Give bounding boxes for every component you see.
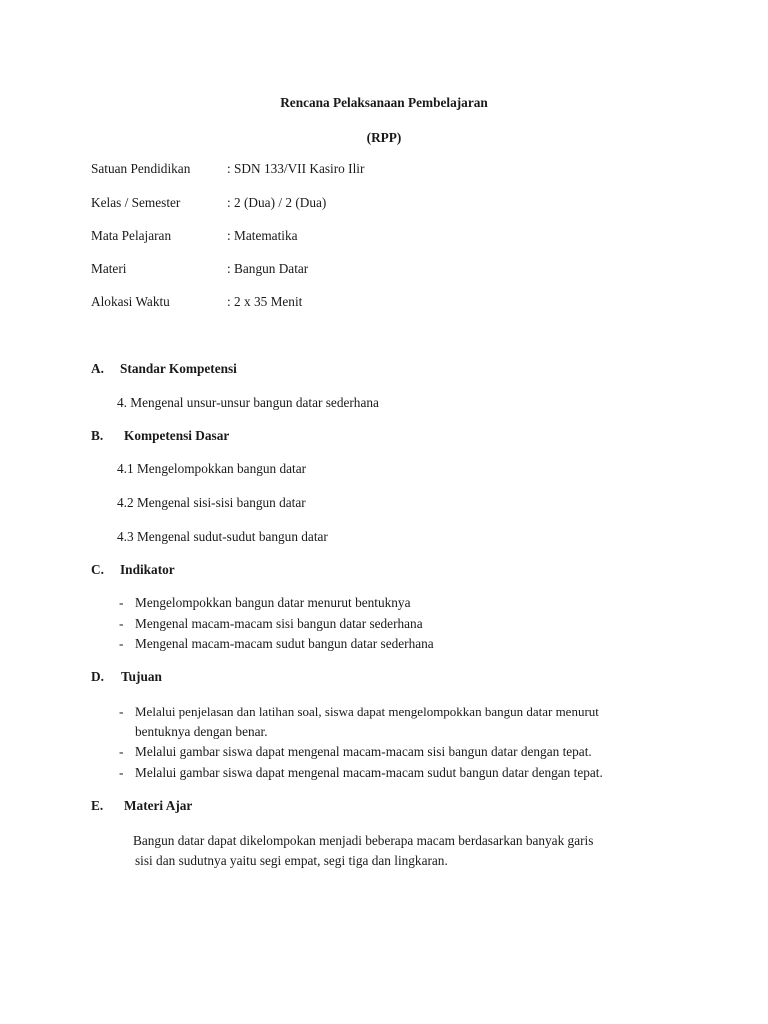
section-letter: B. [91, 428, 104, 443]
paragraph-line: Bangun datar dapat dikelompokan menjadi beberapa macam berdasarkan banyak garis [133, 833, 594, 848]
section-heading: Indikator [120, 562, 175, 577]
bullet-dash: - [119, 765, 124, 780]
identity-value: : 2 (Dua) / 2 (Dua) [227, 195, 327, 210]
list-item: Mengenal macam-macam sisi bangun datar sederhana [135, 616, 423, 631]
bullet-dash: - [119, 616, 124, 631]
list-item: Mengelompokkan bangun datar menurut bentuknya [135, 595, 411, 610]
list-item: Mengenal macam-macam sudut bangun datar sederhana [135, 636, 434, 651]
list-item-continuation: bentuknya dengan benar. [135, 724, 268, 739]
section-letter: C. [91, 562, 104, 577]
bullet-dash: - [119, 636, 124, 651]
identity-label: Kelas / Semester [91, 195, 181, 210]
identity-label: Mata Pelajaran [91, 228, 172, 243]
list-item: 4. Mengenal unsur-unsur bangun datar sederhana [117, 395, 379, 410]
list-item: 4.2 Mengenal sisi-sisi bangun datar [117, 495, 306, 510]
bullet-dash: - [119, 704, 124, 719]
section-letter: E. [91, 798, 104, 813]
section-letter: D. [91, 669, 104, 684]
identity-label: Alokasi Waktu [91, 294, 170, 309]
list-item: Melalui gambar siswa dapat mengenal macam-macam sisi bangun datar dengan tepat. [135, 744, 592, 759]
identity-value: : Bangun Datar [227, 261, 309, 276]
bullet-dash: - [119, 595, 124, 610]
identity-value: : Matematika [227, 228, 298, 243]
document-title: Rencana Pelaksanaan Pembelajaran [280, 95, 488, 110]
identity-label: Satuan Pendidikan [91, 161, 191, 176]
bullet-dash: - [119, 744, 124, 759]
section-heading: Tujuan [121, 669, 162, 684]
document-subtitle: (RPP) [366, 130, 402, 145]
list-item: 4.3 Mengenal sudut-sudut bangun datar [117, 529, 328, 544]
list-item: 4.1 Mengelompokkan bangun datar [117, 461, 307, 476]
paragraph-line: sisi dan sudutnya yaitu segi empat, segi tiga dan lingkaran. [135, 853, 448, 868]
section-heading: Kompetensi Dasar [124, 428, 230, 443]
section-heading: Materi Ajar [124, 798, 193, 813]
list-item: Melalui gambar siswa dapat mengenal macam-macam sudut bangun datar dengan tepat. [135, 765, 603, 780]
list-item: Melalui penjelasan dan latihan soal, siswa dapat mengelompokkan bangun datar menurut [135, 704, 599, 719]
section-heading: Standar Kompetensi [120, 361, 237, 376]
identity-value: : 2 x 35 Menit [227, 294, 303, 309]
identity-label: Materi [91, 261, 127, 276]
section-letter: A. [91, 361, 104, 376]
identity-value: : SDN 133/VII Kasiro Ilir [227, 161, 365, 176]
